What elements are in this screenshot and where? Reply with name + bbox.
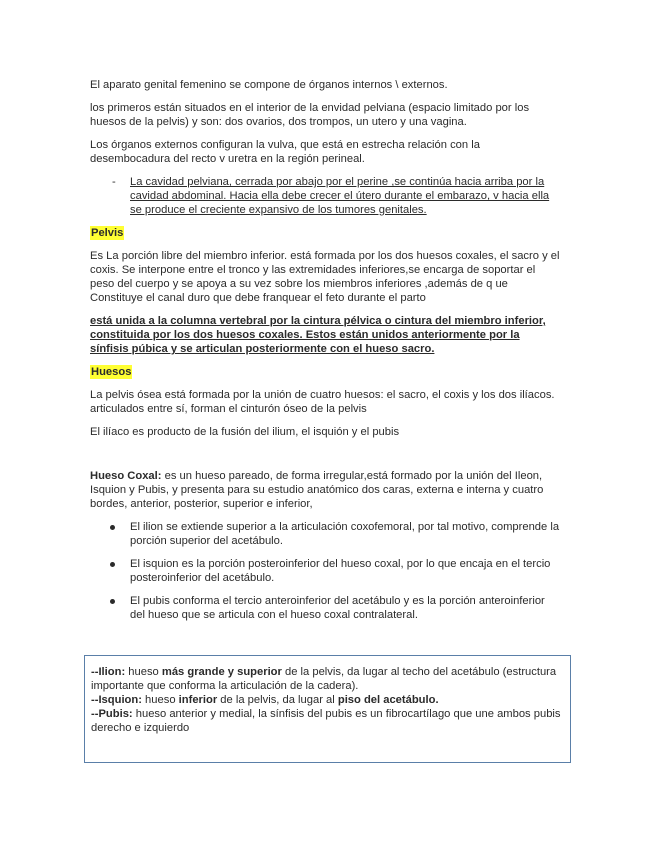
hueso-coxal-paragraph xyxy=(90,469,560,511)
ilion-label: --Ilion: xyxy=(91,666,126,678)
ilion-text-a: hueso xyxy=(125,666,162,678)
ilion-line xyxy=(91,665,564,693)
isquion-text-b: de la pelvis, da lugar al xyxy=(217,694,338,706)
intro-paragraph: El aparato genital femenino se compone de órganos internos \ externos. xyxy=(90,79,448,91)
pubis-text: hueso anterior y medial, la sínfisis del pubis es un fibrocartílago que une ambos pubis derecho e izquierdo xyxy=(91,708,561,734)
pelvis-description: Es La porción libre del miembro inferior. está formada por los dos huesos coxales, el sacro y el coxis. Se interpone entre el tronco y las extremidades inferiores,se encarga de soportar el peso del cuerpo y se apoya a su vez sobre los miembros inferiores ,además de q ue Constituye el canal duro que debe franquear el feto durante el parto xyxy=(90,250,560,304)
isquion-emphasis-2: piso del acetábulo. xyxy=(337,694,439,706)
isquion-text-a: hueso xyxy=(141,694,179,706)
list-item xyxy=(90,594,560,622)
coxal-parts-list xyxy=(90,520,560,622)
list-item-text: El pubis conforma el tercio anteroinferior del acetábulo y es la porción anteroinferior del hueso que se articula con el hueso coxal contralateral. xyxy=(130,595,545,621)
list-item xyxy=(90,520,560,548)
list-item-text: El isquion es la porción posteroinferior del hueso coxal, por lo que encaja en el tercio posteroinferior del acetábulo. xyxy=(130,558,551,584)
list-item-text: El ilion se extiende superior a la articulación coxofemoral, por tal motivo, comprende la porción superior del acetábulo. xyxy=(130,521,560,547)
hueso-coxal-text: es un hueso pareado, de forma irregular,está formado por la unión del Ileon, Isquion y Pubis, y presenta para su estudio anatómico dos caras, externa e interna y cuatro bordes, anterior, posterior, superior e inferior, xyxy=(90,470,544,510)
document-body xyxy=(90,78,560,631)
pubis-label: --Pubis: xyxy=(91,708,133,720)
pubis-line xyxy=(91,707,564,735)
ilion-text-b: de la pelvis, da lugar al techo del acetábulo (estructura importante que conforma la articulación de la cadera). xyxy=(91,666,557,692)
bullet-dot-icon xyxy=(110,525,115,530)
bullet-dot-icon xyxy=(110,599,115,604)
bullet-dot-icon xyxy=(110,562,115,567)
iliaco-paragraph: El ilíaco es producto de la fusión del ilium, el isquión y el pubis xyxy=(90,426,400,438)
dash-marker: - xyxy=(112,176,116,188)
isquion-emphasis-1: inferior xyxy=(178,694,218,706)
ilion-emphasis: más grande y superior xyxy=(161,666,282,678)
pelvic-cavity-text: La cavidad pelviana, cerrada por abajo por el perine ,se continúa hacia arriba por la cavidad abdominal. Hacia ella debe crecer el útero durante el embarazo, v hacia ella se produce el creciente expansivo de los tumores genitales. xyxy=(130,176,550,216)
list-item xyxy=(90,557,560,585)
isquion-line xyxy=(91,693,564,707)
pelvic-cavity-item xyxy=(90,175,560,217)
huesos-description: La pelvis ósea está formada por la unión de cuatro huesos: el sacro, el coxis y los dos ilíacos. articulados entre sí, forman el cinturón óseo de la pelvis xyxy=(90,389,555,415)
summary-box xyxy=(84,655,571,763)
pelvis-union-paragraph: está unida a la columna vertebral por la cintura pélvica o cintura del miembro inferior, constituida por los dos huesos coxales. Estos están unidos anteriormente por la sínfisis púbica y se articulan posteriormente con el hueso sacro. xyxy=(90,315,546,355)
pelvis-heading: Pelvis xyxy=(91,227,124,239)
external-organs-paragraph: Los órganos externos configuran la vulva, que está en estrecha relación con la desembocadura del recto v uretra en la región perineal. xyxy=(90,139,480,165)
isquion-label: --Isquion: xyxy=(91,694,142,706)
internal-organs-paragraph: los primeros están situados en el interior de la envidad pelviana (espacio limitado por los huesos de la pelvis) y son: dos ovarios, dos trompos, un utero y una vagina. xyxy=(90,102,530,128)
hueso-coxal-term: Hueso Coxal: xyxy=(90,470,162,482)
huesos-heading: Huesos xyxy=(91,366,132,378)
